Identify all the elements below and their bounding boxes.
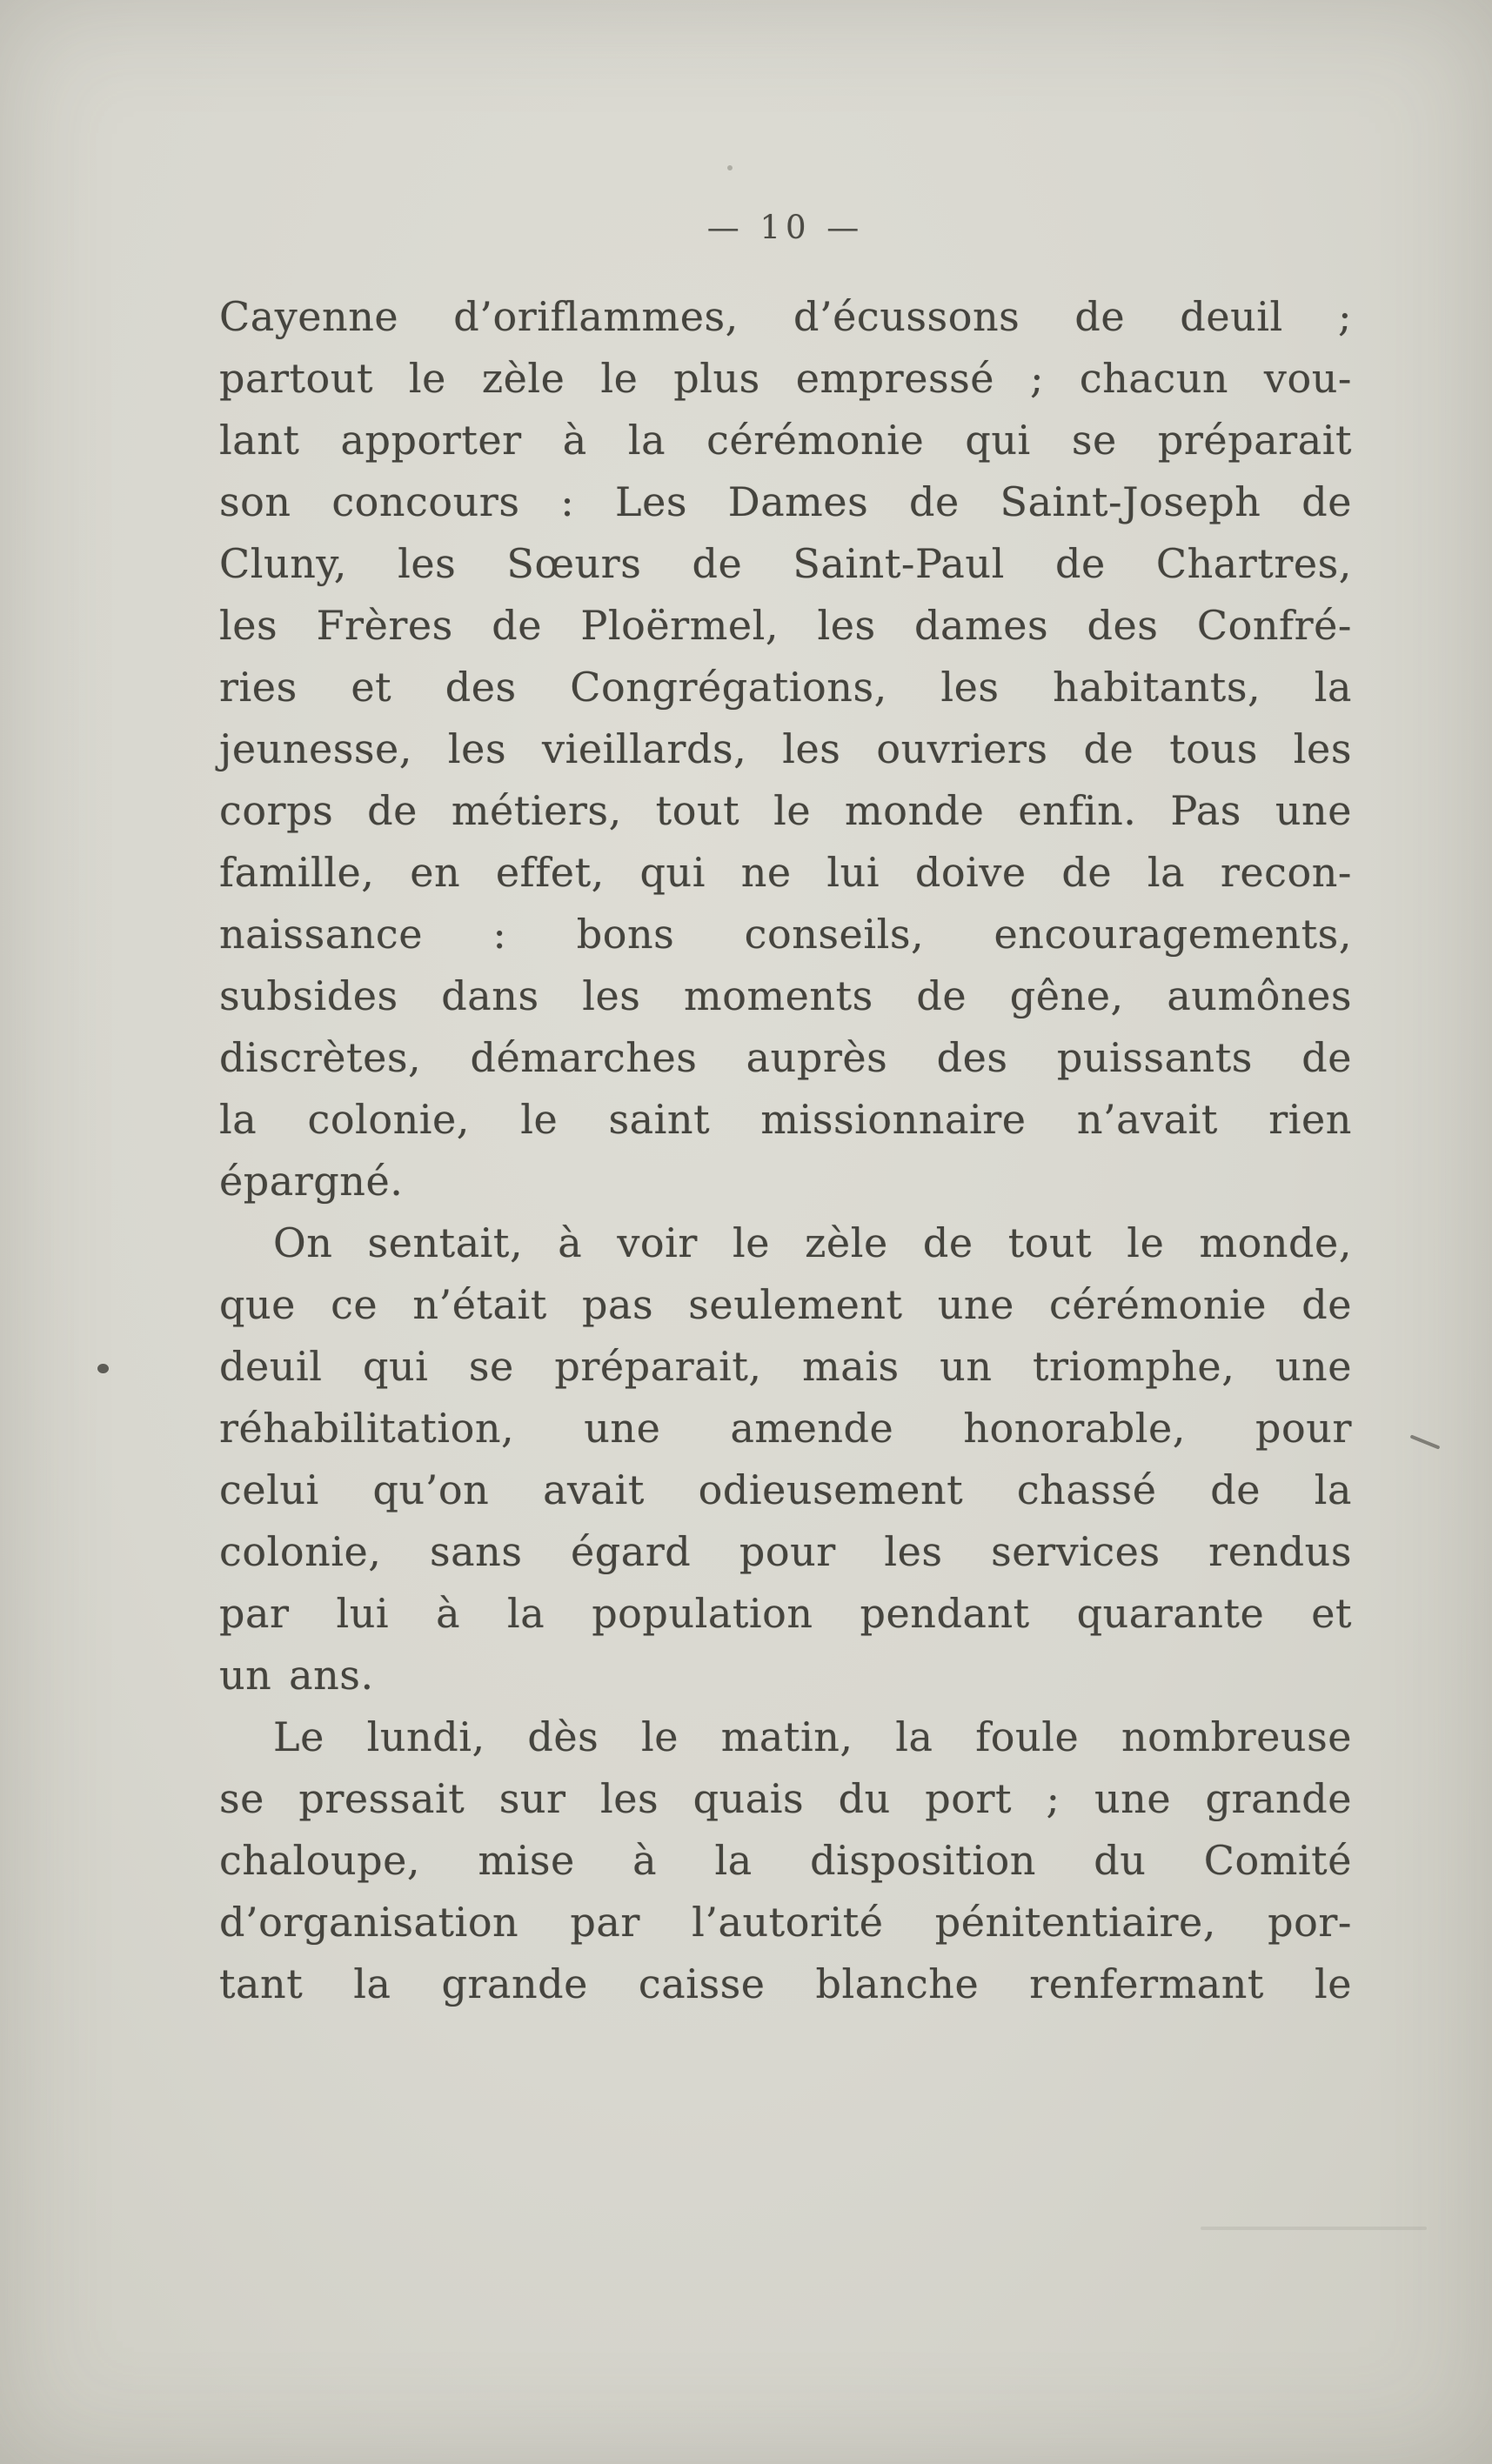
text-line: d’organisation par l’autorité pénitentiaire, por- bbox=[219, 1899, 1352, 1946]
paragraph bbox=[219, 1706, 1352, 2015]
paper-speck bbox=[727, 165, 733, 170]
text-line: Le lundi, dès le matin, la foule nombreuse bbox=[273, 1713, 1352, 1760]
paragraph bbox=[219, 286, 1352, 1212]
text-line: la colonie, le saint missionnaire n’avait rien bbox=[219, 1096, 1352, 1143]
paper-smudge bbox=[1201, 2227, 1427, 2230]
paper-speck bbox=[97, 1364, 109, 1373]
text-line: colonie, sans égard pour les services rendus bbox=[219, 1528, 1352, 1575]
text-column bbox=[219, 209, 1352, 2015]
text-line: naissance : bons conseils, encouragements, bbox=[219, 911, 1352, 958]
text-line: chaloupe, mise à la disposition du Comité bbox=[219, 1837, 1352, 1884]
text-line: Cluny, les Sœurs de Saint-Paul de Chartres, bbox=[219, 540, 1352, 587]
text-line: que ce n’était pas seulement une cérémonie de bbox=[219, 1281, 1352, 1328]
page-number: — 10 — bbox=[706, 209, 865, 246]
text-line: deuil qui se préparait, mais un triomphe, une bbox=[219, 1343, 1352, 1390]
body-text bbox=[219, 286, 1352, 2015]
paper-mark bbox=[1410, 1434, 1441, 1449]
text-line: un ans. bbox=[219, 1652, 374, 1699]
text-line: lant apporter à la cérémonie qui se préparait bbox=[219, 417, 1352, 464]
text-line: ries et des Congrégations, les habitants, la bbox=[219, 664, 1352, 711]
paragraph bbox=[219, 1212, 1352, 1706]
text-line: discrètes, démarches auprès des puissants de bbox=[219, 1034, 1352, 1081]
text-line: celui qu’on avait odieusement chassé de la bbox=[219, 1466, 1352, 1513]
text-line: famille, en effet, qui ne lui doive de la recon- bbox=[219, 849, 1352, 896]
text-line: partout le zèle le plus empressé ; chacun vou- bbox=[219, 355, 1352, 402]
text-line: jeunesse, les vieillards, les ouvriers de tous les bbox=[219, 725, 1352, 772]
text-line: par lui à la population pendant quarante et bbox=[219, 1590, 1352, 1637]
text-line: se pressait sur les quais du port ; une grande bbox=[219, 1775, 1352, 1822]
text-line: subsides dans les moments de gêne, aumônes bbox=[219, 972, 1352, 1019]
text-line: épargné. bbox=[219, 1158, 404, 1205]
text-line: Cayenne d’oriflammes, d’écussons de deuil ; bbox=[219, 293, 1352, 340]
text-line: tant la grande caisse blanche renfermant le bbox=[219, 1960, 1352, 2007]
text-line: réhabilitation, une amende honorable, pour bbox=[219, 1405, 1352, 1452]
text-line: les Frères de Ploërmel, les dames des Confré- bbox=[219, 602, 1352, 649]
text-line: corps de métiers, tout le monde enfin. Pas une bbox=[219, 787, 1352, 834]
text-line: son concours : Les Dames de Saint-Joseph de bbox=[219, 478, 1352, 525]
text-line: On sentait, à voir le zèle de tout le monde, bbox=[273, 1219, 1352, 1266]
